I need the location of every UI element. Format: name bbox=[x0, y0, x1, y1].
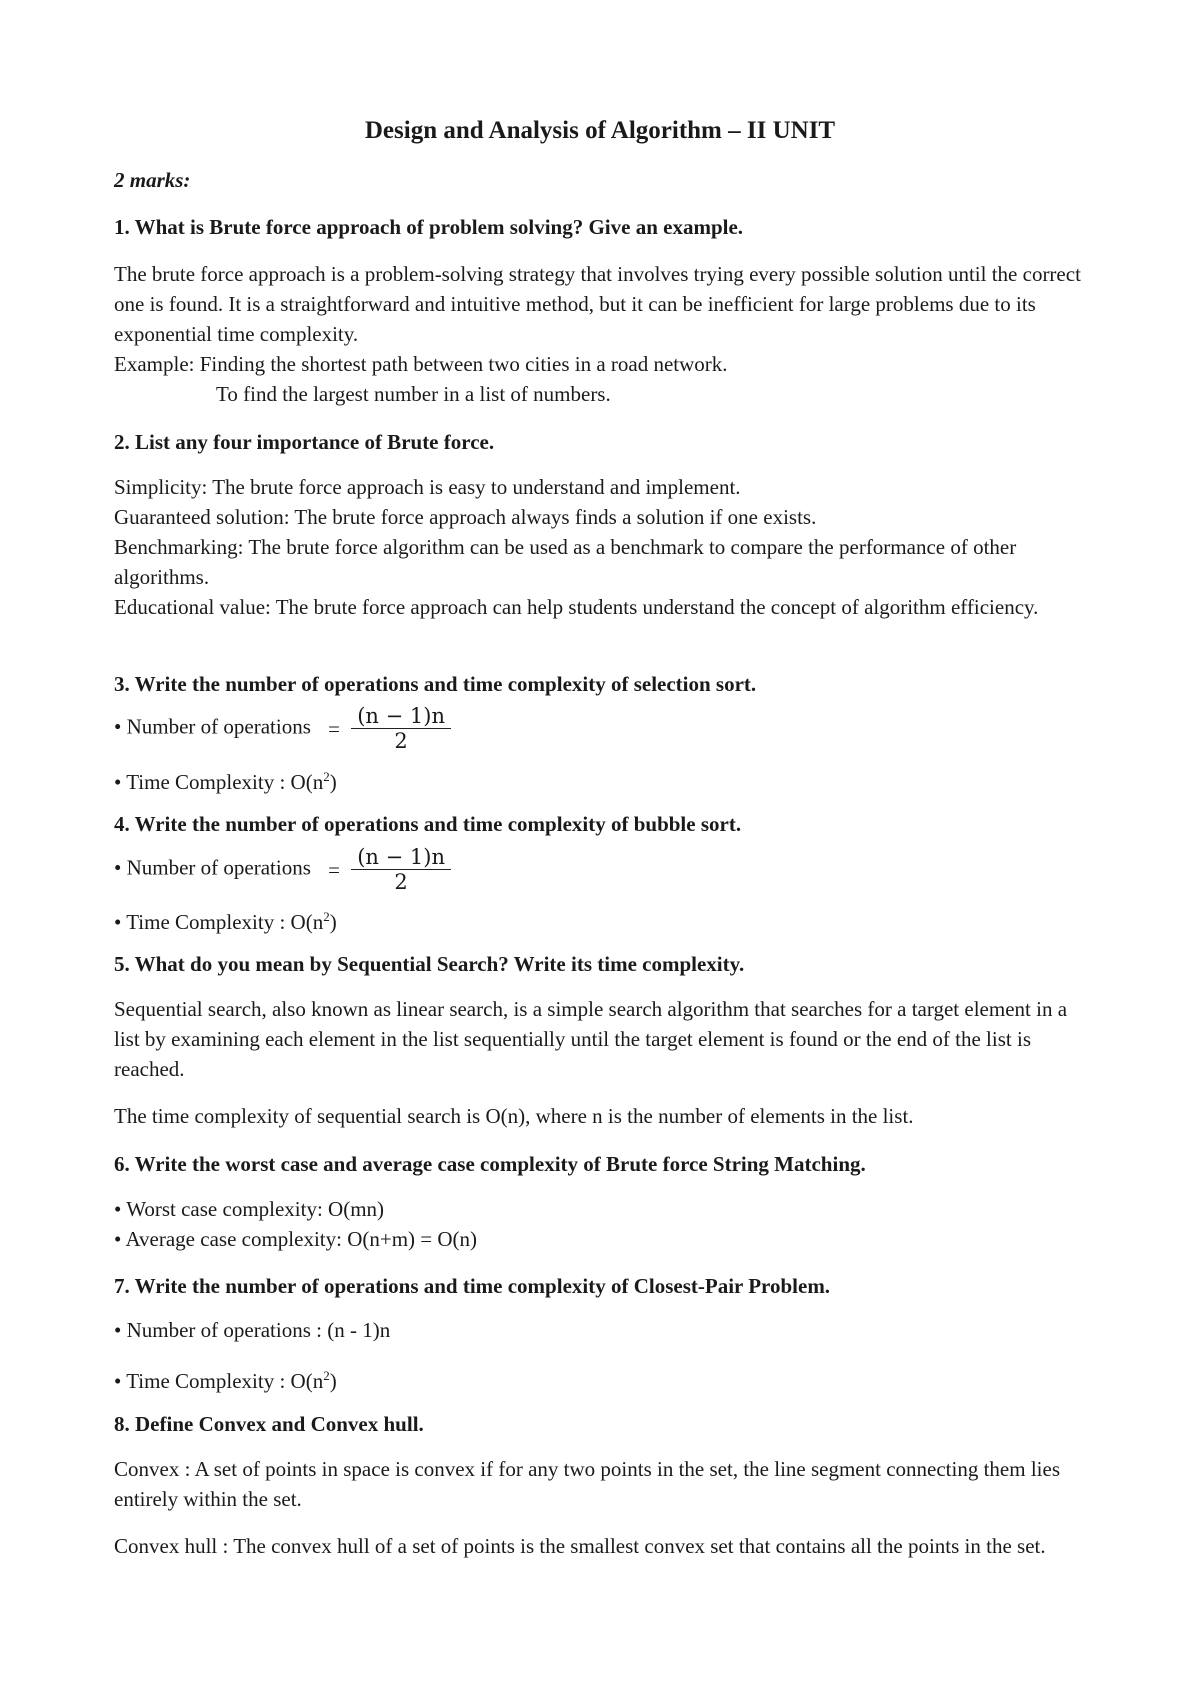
question-8: 8. Define Convex and Convex hull. bbox=[114, 1412, 424, 1436]
equals-sign: = bbox=[328, 857, 340, 882]
question-5: 5. What do you mean by Sequential Search? Write its time complexity. bbox=[114, 952, 745, 976]
selection-sort-operations bbox=[114, 704, 1090, 753]
formula-denominator: 2 bbox=[394, 729, 408, 753]
question-2: 2. List any four importance of Brute force. bbox=[114, 430, 495, 454]
operations-formula bbox=[351, 704, 451, 753]
importance-simplicity: Simplicity: The brute force approach is easy to understand and implement. bbox=[114, 475, 741, 499]
selection-sort-time: • Time Complexity : $O(n^2)$ bbox=[114, 769, 337, 794]
formula-denominator: 2 bbox=[394, 870, 408, 894]
marks-label: 2 marks: bbox=[114, 168, 191, 192]
answer-5: Sequential search, also known as linear search, is a simple search algorithm that searches for a target element in a list by examining each element in the list sequentially until the target element is found or the end of the list is reached. bbox=[114, 997, 1068, 1081]
question-4: 4. Write the number of operations and time complexity of bubble sort. bbox=[114, 812, 742, 836]
sequential-search-complexity: The time complexity of sequential search is O(n), where n is the number of elements in the list. bbox=[114, 1104, 914, 1128]
page-title: Design and Analysis of Algorithm – II UNIT bbox=[364, 117, 836, 144]
question-1: 1. What is Brute force approach of problem solving? Give an example. bbox=[114, 215, 744, 239]
formula-numerator: (n − 1)n bbox=[351, 704, 451, 729]
operations-label: • Number of operations bbox=[114, 855, 311, 880]
bubble-sort-time: • Time Complexity : $O(n^2)$ bbox=[114, 909, 337, 934]
importance-benchmarking: Benchmarking: The brute force algorithm can be used as a benchmark to compare the performance of other algorithms. bbox=[114, 535, 1017, 589]
worst-case-complexity: • Worst case complexity: O(mn) bbox=[114, 1197, 385, 1221]
formula-numerator: (n − 1)n bbox=[351, 845, 451, 870]
question-3: 3. Write the number of operations and time complexity of selection sort. bbox=[114, 672, 757, 696]
example-line-2: To find the largest number in a list of numbers. bbox=[216, 382, 611, 406]
bubble-sort-operations bbox=[114, 845, 1090, 894]
closest-pair-time: • Time Complexity : $O(n^2)$ bbox=[114, 1368, 337, 1393]
question-6: 6. Write the worst case and average case complexity of Brute force String Matching. bbox=[114, 1152, 866, 1176]
closest-pair-operations: • Number of operations : (n - 1)n bbox=[114, 1318, 391, 1342]
equals-sign: = bbox=[328, 716, 340, 741]
answer-1: The brute force approach is a problem-solving strategy that involves trying every possible solution until the correct one is found. It is a straightforward and intuitive method, but it can be inefficient for large problems due to its exponential time complexity. bbox=[114, 262, 1081, 346]
operations-label: • Number of operations bbox=[114, 714, 311, 739]
question-7: 7. Write the number of operations and time complexity of Closest-Pair Problem. bbox=[114, 1274, 831, 1298]
convex-definition: Convex : A set of points in space is convex if for any two points in the set, the line segment connecting them lies entirely within the set. bbox=[114, 1457, 1060, 1511]
importance-educational: Educational value: The brute force approach can help students understand the concept of algorithm efficiency. bbox=[114, 595, 1039, 619]
average-case-complexity: • Average case complexity: O(n+m) = O(n) bbox=[114, 1227, 478, 1251]
convex-hull-definition: Convex hull : The convex hull of a set of points is the smallest convex set that contains all the points in the set. bbox=[114, 1534, 1046, 1558]
importance-guaranteed: Guaranteed solution: The brute force approach always finds a solution if one exists. bbox=[114, 505, 817, 529]
operations-formula bbox=[351, 845, 451, 894]
example-line-1: Example: Finding the shortest path between two cities in a road network. bbox=[114, 352, 728, 376]
